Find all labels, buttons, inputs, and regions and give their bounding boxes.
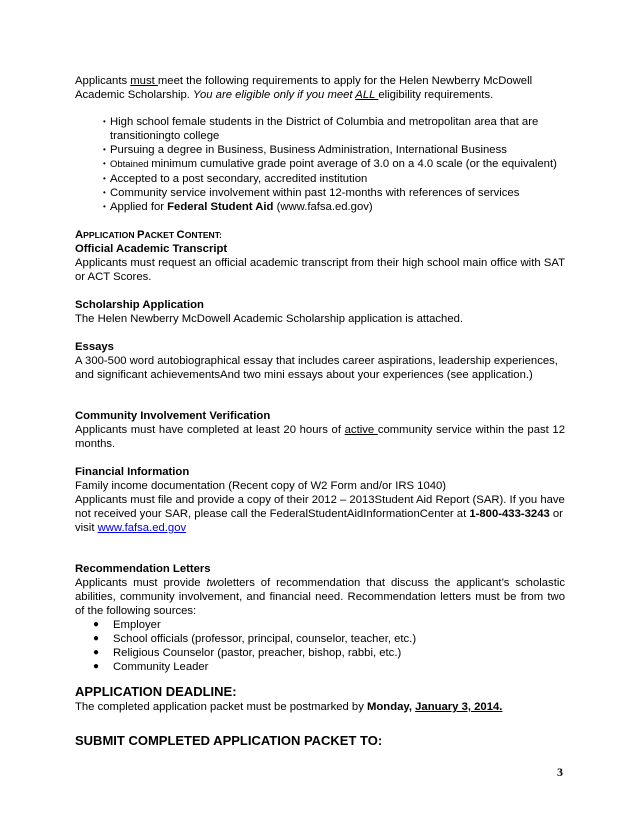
bullet-icon: • — [103, 202, 106, 211]
list-item — [75, 660, 565, 674]
intro-text-2: meet the following requirements to apply for the Helen Newberry McDowell Academic Scholarship. — [75, 75, 533, 101]
list-item — [75, 200, 565, 214]
requirement-text: minimum cumulative grade point average of 3.0 on a 4.0 scale (or the equivalent) — [151, 158, 557, 170]
list-item — [75, 646, 565, 660]
list-item — [75, 143, 565, 157]
financial-text-2: or visit — [75, 508, 563, 534]
requirement-text: High school female students in the District of Columbia and metropolitan area that are transitioningto college — [110, 116, 539, 142]
deadline-title: APPLICATION DEADLINE: — [75, 684, 237, 699]
financial-body — [75, 493, 565, 535]
bullet-icon: ● — [93, 633, 100, 644]
intro-all: ALL — [355, 89, 379, 101]
bullet-icon: • — [103, 174, 106, 183]
bullet-icon: • — [103, 145, 106, 154]
deadline-day: Monday, — [367, 701, 416, 713]
financial-text: Applicants must file and provide a copy of their 2012 – 2013Student Aid Report (SAR). If you have not received your SAR, please call the FederalStudentAidInformationCenter at — [75, 494, 565, 520]
heading-cap: C — [176, 229, 185, 241]
community-active: active — [344, 424, 378, 436]
bullet-icon: • — [103, 188, 106, 197]
bullet-icon: ● — [93, 619, 100, 630]
heading-small: PPLICATION — [83, 230, 137, 240]
intro-paragraph — [75, 74, 565, 102]
heading-cap: P — [136, 229, 145, 241]
intro-text: Applicants — [75, 75, 131, 87]
transcript-body: Applicants must request an official academic transcript from their high school main office with SAT or ACT Scores. — [75, 257, 565, 283]
list-item — [75, 632, 565, 646]
requirements-list — [75, 115, 565, 214]
intro-text-3: eligibility requirements. — [378, 89, 494, 101]
sources-list — [75, 618, 565, 674]
community-text-2: community service within the past 12 months. — [75, 424, 565, 450]
deadline-body — [75, 700, 565, 714]
list-item — [75, 115, 565, 143]
recommendation-body — [75, 576, 565, 618]
bullet-icon: • — [103, 117, 106, 126]
heading-small: ONTENT: — [184, 230, 222, 240]
document-page — [75, 74, 565, 749]
packet-content-heading — [75, 228, 565, 242]
financial-line1: Family income documentation (Recent copy of W2 Form and/or IRS 1040) — [75, 480, 447, 492]
recommendation-text-2: letters of recommendation that discuss the applicant’s scholastic abilities, community involvement, and financial need. Recommendation letters must be from two of the following sources: — [75, 577, 565, 617]
requirement-text: Pursuing a degree in Business, Business Administration, International Business — [110, 144, 507, 156]
list-item — [75, 186, 565, 200]
bullet-icon: • — [103, 159, 106, 168]
deadline-date: January 3, 2014. — [415, 701, 503, 713]
requirement-text-2: (www.fafsa.ed.gov) — [273, 201, 373, 213]
source-text: Employer — [113, 619, 161, 631]
intro-italic: You are eligible only if you meet — [193, 89, 356, 101]
community-body — [75, 423, 565, 451]
source-text: Religious Counselor (pastor, preacher, bishop, rabbi, etc.) — [113, 647, 402, 659]
community-text: Applicants must have completed at least 20 hours of — [75, 424, 345, 436]
source-text: Community Leader — [113, 661, 209, 673]
page-number: 3 — [557, 765, 563, 779]
requirement-text: Applied for — [110, 201, 168, 213]
list-item — [75, 618, 565, 632]
recommendation-title: Recommendation Letters — [75, 563, 211, 575]
requirement-text-small: Obtained — [110, 159, 152, 170]
application-title: Scholarship Application — [75, 299, 204, 311]
list-item — [75, 157, 565, 172]
essays-title: Essays — [75, 341, 114, 353]
requirement-text: Community service involvement within past 12-months with references of services — [110, 187, 520, 199]
heading-small: ACKET — [144, 230, 177, 240]
application-body: The Helen Newberry McDowell Academic Scholarship application is attached. — [75, 313, 464, 325]
essays-body: A 300-500 word autobiographical essay that includes career aspirations, leadership experiences, and significant achievementsAnd two mini essays about your experiences (see application.) — [75, 355, 558, 381]
list-item — [75, 172, 565, 186]
transcript-title: Official Academic Transcript — [75, 243, 228, 255]
source-text: School officials (professor, principal, counselor, teacher, etc.) — [113, 633, 417, 645]
requirement-text: Accepted to a post secondary, accredited institution — [110, 173, 368, 185]
fafsa-link[interactable]: www.fafsa.ed.gov — [97, 522, 187, 534]
intro-must: must — [130, 75, 158, 87]
bullet-icon: ● — [93, 661, 100, 672]
deadline-text: The completed application packet must be postmarked by — [75, 701, 367, 713]
heading-cap: A — [75, 229, 84, 241]
community-title: Community Involvement Verification — [75, 410, 271, 422]
submit-title: SUBMIT COMPLETED APPLICATION PACKET TO: — [75, 733, 383, 748]
financial-phone: 1-800-433-3243 — [469, 508, 550, 520]
requirement-bold: Federal Student Aid — [167, 201, 274, 213]
recommendation-two: two — [206, 577, 225, 589]
bullet-icon: ● — [93, 647, 100, 658]
financial-title: Financial Information — [75, 466, 190, 478]
recommendation-text: Applicants must provide — [75, 577, 207, 589]
